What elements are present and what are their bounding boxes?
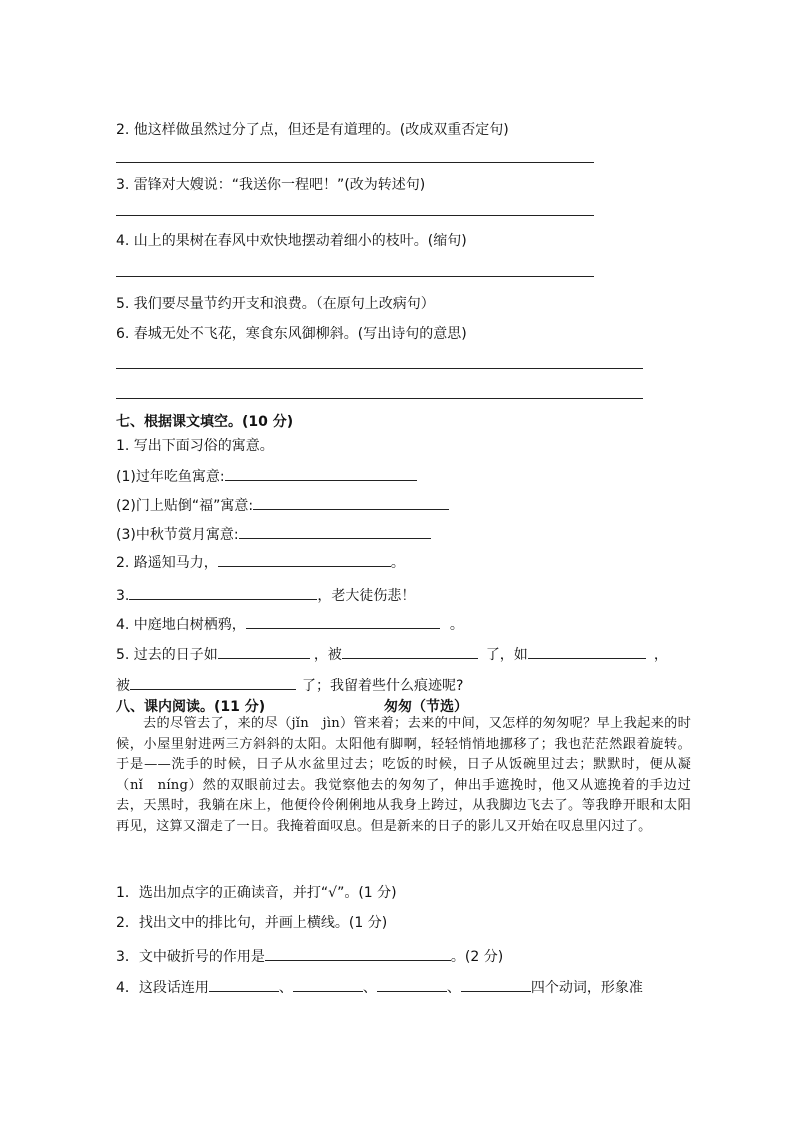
question-8-1: 1．选出加点字的正确读音，并打“√”。(1 分) bbox=[116, 885, 397, 901]
fill-blank[interactable] bbox=[253, 495, 449, 510]
question-7-2 bbox=[116, 552, 405, 572]
fill-blank[interactable] bbox=[218, 644, 310, 659]
question-7-5-cont bbox=[116, 675, 463, 695]
fill-blank[interactable] bbox=[461, 977, 531, 992]
fill-blank[interactable] bbox=[528, 644, 646, 659]
fill-blank[interactable] bbox=[265, 946, 451, 961]
question-8-3-text: 3．文中破折号的作用是 bbox=[116, 949, 265, 965]
fill-blank[interactable] bbox=[209, 977, 279, 992]
answer-line[interactable] bbox=[116, 162, 594, 163]
question-7-5-text-c: 了，如 bbox=[485, 647, 528, 663]
answer-line[interactable] bbox=[116, 215, 594, 216]
question-7-5-text-d: ， bbox=[653, 647, 668, 663]
question-7-1-3-label: (3)中秋节赏月寓意: bbox=[116, 527, 239, 543]
answer-line[interactable] bbox=[116, 398, 643, 399]
fill-blank[interactable] bbox=[218, 552, 391, 567]
fill-blank[interactable] bbox=[246, 614, 440, 629]
question-8-2: 2．找出文中的排比句，并画上横线。(1 分) bbox=[116, 915, 388, 931]
question-7-5-text-e: 被 bbox=[116, 678, 130, 694]
question-7-1: 1. 写出下面习俗的寓意。 bbox=[116, 438, 274, 454]
question-8-4-text: 4．这段话连用 bbox=[116, 980, 209, 996]
question-8-4-end: 四个动词，形象准 bbox=[530, 980, 643, 996]
separator: 、 bbox=[446, 980, 461, 996]
question-7-2-end: 。 bbox=[390, 555, 405, 571]
section-8-heading: 八、课内阅读。(11 分) bbox=[116, 699, 266, 715]
question-7-4-text: 4. 中庭地白树栖鸦， bbox=[116, 617, 246, 633]
fill-blank[interactable] bbox=[129, 585, 317, 600]
question-7-4 bbox=[116, 614, 464, 634]
question-7-3-num: 3. bbox=[116, 588, 130, 604]
question-7-3-text: ，老大徒伤悲！ bbox=[317, 588, 416, 604]
question-7-5-text: 5. 过去的日子如 bbox=[116, 647, 218, 663]
question-6-5: 5. 我们要尽量节约开支和浪费。（在原句上改病句） bbox=[116, 296, 435, 312]
fill-blank[interactable] bbox=[377, 977, 447, 992]
section-7-heading: 七、根据课文填空。(10 分) bbox=[116, 414, 294, 430]
question-7-3 bbox=[116, 585, 415, 605]
answer-line[interactable] bbox=[116, 368, 643, 369]
fill-blank[interactable] bbox=[342, 644, 478, 659]
question-8-3 bbox=[116, 946, 503, 966]
question-7-4-end: 。 bbox=[449, 617, 464, 633]
separator: 、 bbox=[362, 980, 377, 996]
question-7-1-2 bbox=[116, 495, 449, 515]
question-6-6: 6. 春城无处不飞花，寒食东风御柳斜。(写出诗句的意思) bbox=[116, 326, 467, 342]
question-7-2-text: 2. 路遥知马力， bbox=[116, 555, 218, 571]
passage-title: 匆匆（节选） bbox=[384, 699, 468, 715]
question-7-5-text-f: 了；我留着些什么痕迹呢? bbox=[302, 678, 464, 694]
question-7-5-text-b: ，被 bbox=[313, 647, 342, 663]
question-7-5 bbox=[116, 644, 668, 664]
question-7-1-1-label: (1)过年吃鱼寓意: bbox=[116, 469, 225, 485]
fill-blank[interactable] bbox=[225, 466, 417, 481]
fill-blank[interactable] bbox=[293, 977, 363, 992]
answer-line[interactable] bbox=[116, 276, 594, 277]
separator: 、 bbox=[278, 980, 293, 996]
fill-blank[interactable] bbox=[130, 675, 296, 690]
question-6-4: 4. 山上的果树在春风中欢快地摆动着细小的枝叶。(缩句) bbox=[116, 233, 467, 249]
question-8-4 bbox=[116, 977, 643, 997]
reading-passage: 去的尽管去了，来的尽（jǐn jìn）管来着；去来的中间，又怎样的匆匆呢？早上我起来的时候，小屋里射进两三方斜斜的太阳。太阳他有脚啊，轻轻悄悄地挪移了；我也茫茫然跟着旋转。于是——洗手的时候，日子从水盆里过去；吃饭的时候，日子从饭碗里过去；默默时，便从凝（nǐ níng）然的双眼前过去。我觉察他去的匆匆了，伸出手遮挽时，他又从遮挽着的手边过去，天黑时，我躺在床上，他便伶伶俐俐地从我身上跨过，从我脚边飞去了。等我睁开眼和太阳再见，这算又溜走了一日。我掩着面叹息。但是新来的日子的影儿又开始在叹息里闪过了。 bbox=[116, 716, 691, 834]
question-6-3: 3. 雷锋对大嫂说：“我送你一程吧！”(改为转述句) bbox=[116, 177, 426, 193]
question-7-1-2-label: (2)门上贴倒“福”寓意: bbox=[116, 498, 254, 514]
question-7-1-1 bbox=[116, 466, 417, 486]
fill-blank[interactable] bbox=[239, 524, 431, 539]
question-7-1-3 bbox=[116, 524, 431, 544]
question-8-3-end: 。(2 分) bbox=[450, 949, 504, 965]
question-6-2: 2. 他这样做虽然过分了点，但还是有道理的。(改成双重否定句) bbox=[116, 122, 509, 138]
